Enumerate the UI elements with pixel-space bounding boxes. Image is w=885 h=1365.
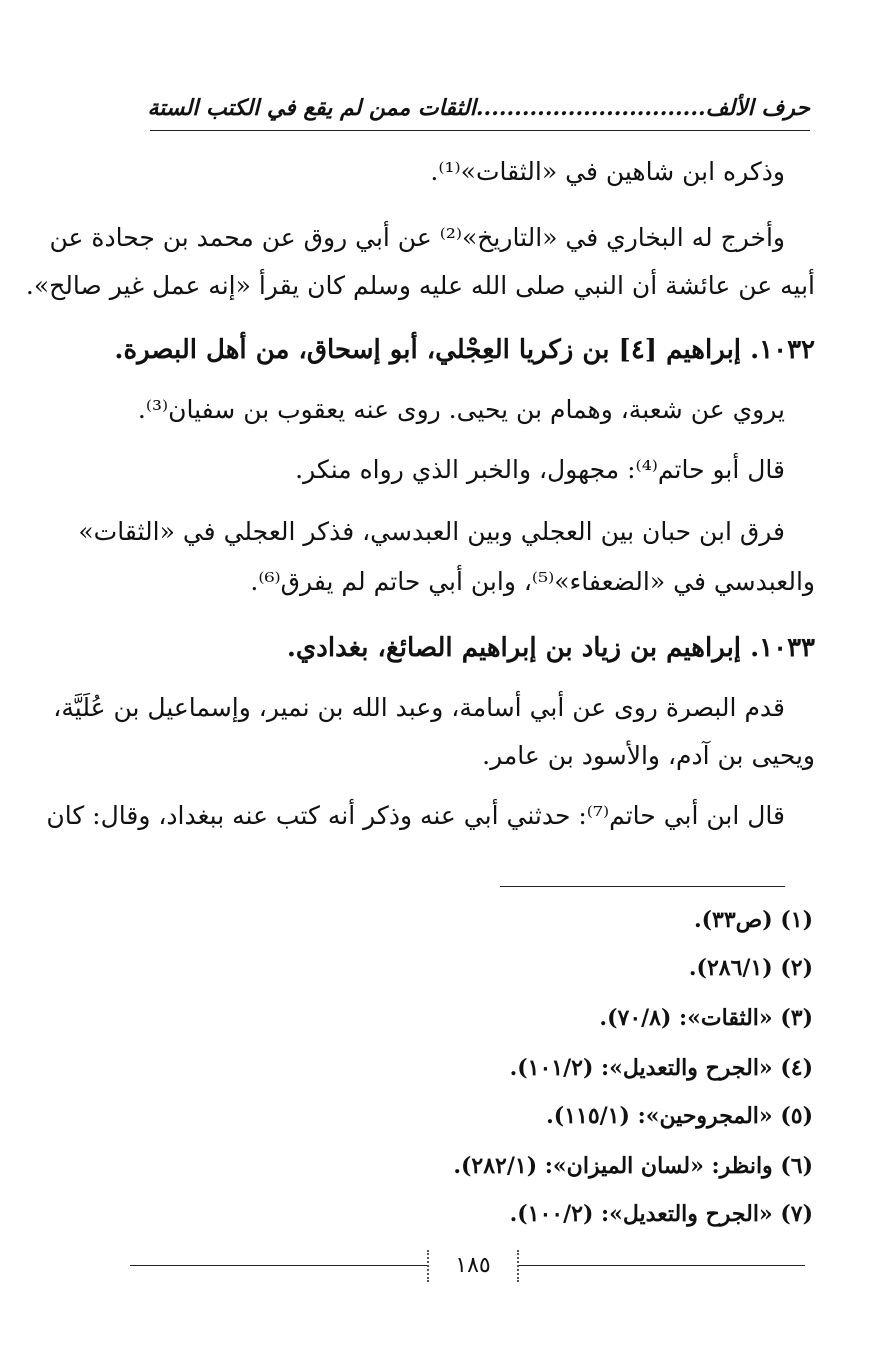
paragraph-bukhari-line1: وأخرج له البخاري في «التاريخ»⁽²⁾ عن أبي روق عن محمد بن جحادة عن	[49, 223, 785, 252]
page-number: ١٨٥	[427, 1250, 519, 1282]
footnote-4: (٤) «الجرح والتعديل»: (١٠١/٢).	[509, 1055, 813, 1081]
paragraph-narrators: يروي عن شعبة، وهمام بن يحيى. روى عنه يعقوب بن سفيان⁽³⁾.	[137, 395, 785, 424]
footnote-6: (٦) وانظر: «لسان الميزان»: (٢٨٢/١).	[453, 1153, 813, 1179]
paragraph-ibn-abi-hatim: قال ابن أبي حاتم⁽⁷⁾: حدثني أبي عنه وذكر أنه كتب عنه ببغداد، وقال: كان	[46, 801, 785, 830]
paragraph-basra-line2: ويحيى بن آدم، والأسود بن عامر.	[482, 741, 815, 770]
footnote-2: (٢) (٢٨٦/١).	[688, 955, 813, 981]
paragraph-ibn-hibban-line2: والعبدسي في «الضعفاء»⁽⁵⁾، وابن أبي حاتم لم يفرق⁽⁶⁾.	[250, 567, 815, 596]
entry-heading-1033: ١٠٣٣. إبراهيم بن زياد بن إبراهيم الصائغ، بغدادي.	[286, 633, 815, 663]
paragraph-basra-line1: قدم البصرة روى عن أبي أسامة، وعبد الله بن نمير، وإسماعيل بن عُلَيَّة،	[53, 693, 785, 722]
footnote-separator	[500, 886, 785, 887]
paragraph-abu-hatim: قال أبو حاتم⁽⁴⁾: مجهول، والخبر الذي رواه منكر.	[295, 455, 785, 484]
footnote-3: (٣) «الثقات»: (٧٠/٨).	[599, 1005, 813, 1031]
footnote-1: (١) (ص٣٣).	[693, 907, 813, 933]
entry-heading-1032: ١٠٣٢. إبراهيم [٤] بن زكريا العِجْلي، أبو إسحاق، من أهل البصرة.	[114, 335, 815, 365]
running-head: حرف الألف..............................الثقات ممن لم يقع في الكتب الستة	[150, 90, 810, 131]
paragraph-ibn-shahin: وذكره ابن شاهين في «الثقات»⁽¹⁾.	[430, 157, 785, 186]
paragraph-ibn-hibban-line1: فرق ابن حبان بين العجلي وبين العبدسي، فذكر العجلي في «الثقات»	[78, 517, 785, 546]
paragraph-bukhari-line2: أبيه عن عائشة أن النبي صلى الله عليه وسلم كان يقرأ «إنه عمل غير صالح».	[25, 271, 815, 300]
footnote-7: (٧) «الجرح والتعديل»: (١٠٠/٢).	[509, 1201, 813, 1227]
footnote-5: (٥) «المجروحين»: (١١٥/١).	[546, 1103, 813, 1129]
